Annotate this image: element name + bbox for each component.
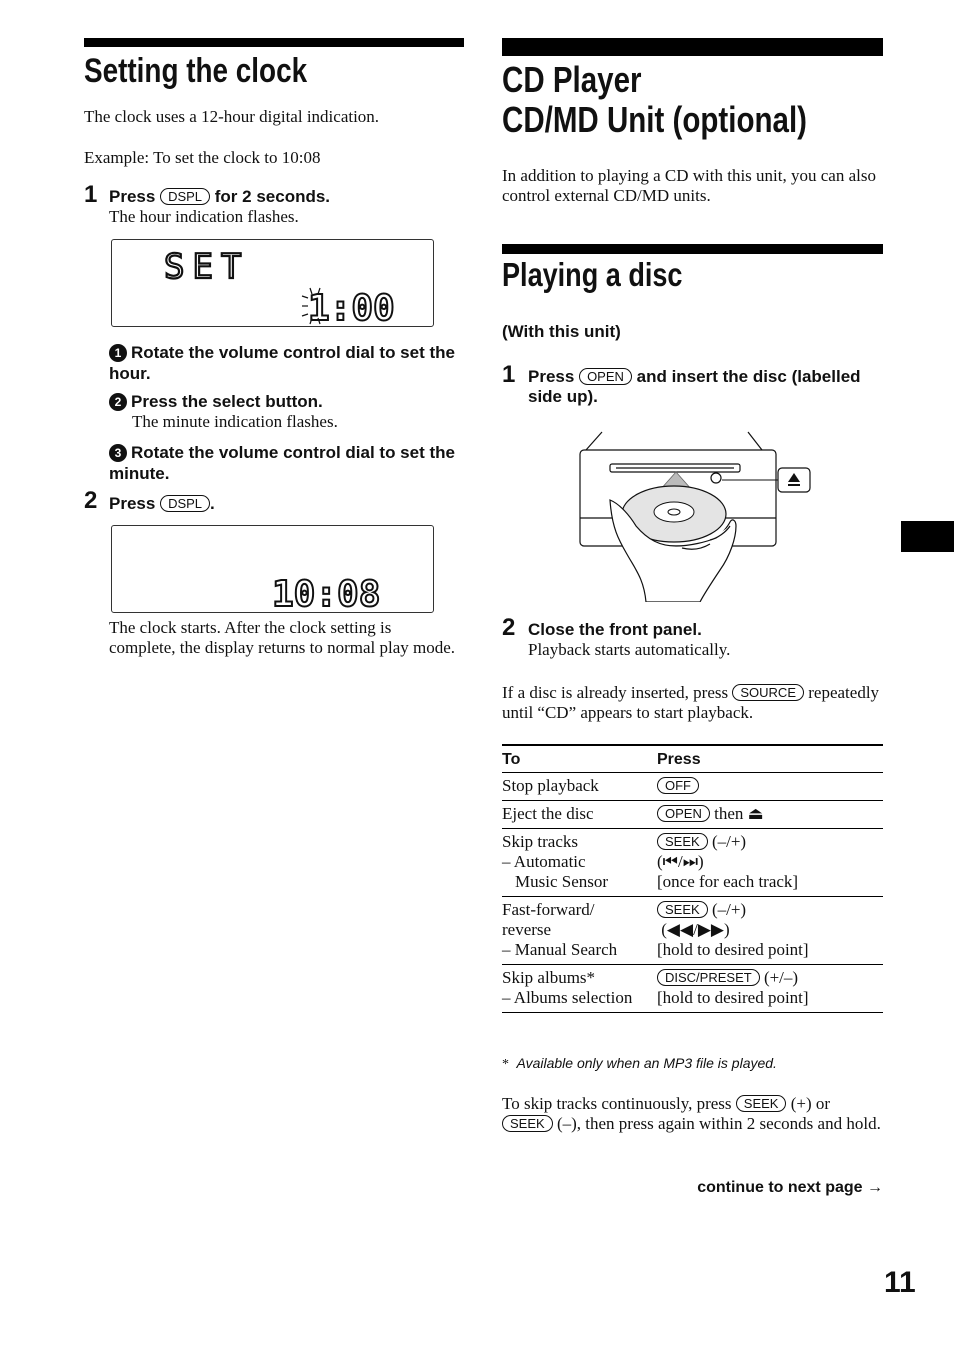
substep-2 [109,391,464,432]
cd-title-line2: CD/MD Unit (optional) [502,99,807,140]
row-to-line: – Automatic [502,852,586,871]
step-number: 2 [84,487,98,514]
footnote-mark: * [502,1057,509,1072]
lcd-display-time [111,525,434,613]
operations-table [502,744,883,1013]
rewind-icon: ◀◀ [666,920,694,939]
table-row [502,773,883,801]
row-to: Stop playback [502,773,657,801]
substep-text: Rotate the volume control dial to set the hour. [109,343,455,383]
continuous-part: (+) or [790,1094,831,1113]
lcd-display-set [111,239,434,327]
table-row [502,897,883,965]
sign-label: (–/+) [711,900,747,919]
table-header [502,745,883,773]
seek-key: SEEK [736,1095,787,1112]
press-note: [once for each track] [657,872,799,891]
off-key: OFF [657,777,699,794]
sign-label: (+/–) [763,968,799,987]
substep-text: Press the select button. [131,392,323,411]
clock-example: Example: To set the clock to 10:08 [84,148,321,167]
step-desc: The clock starts. After the clock setting is complete, the display returns to normal play mode. [109,618,456,657]
step-suffix: for 2 seconds. [214,187,331,206]
open-key: OPEN [657,805,710,822]
lcd-time-text: 10:08 [272,574,381,612]
row-press [657,801,883,829]
row-to-line: – Albums selection [502,988,633,1007]
continue-next-page: continue to next page → [697,1179,883,1196]
row-press: SEEK (–/+) (◀◀/▶▶) [hold to desired point] [657,897,883,965]
fast-forward-icon: ▶▶ [697,920,724,939]
lcd-digits [112,526,433,612]
sign-label: (–/+) [711,832,747,851]
header-to: To [502,745,657,773]
header-press: Press [657,745,883,773]
press-label: Press [528,367,575,386]
page-number: 11 [884,1266,916,1299]
row-press [657,773,883,801]
section-title: Setting the clock [84,52,308,90]
playing-title: Playing a disc [502,256,683,293]
press-note: [hold to desired point] [657,940,809,959]
continuous-skip-text [502,1094,883,1134]
table-row [502,829,883,897]
clock-intro: The clock uses a 12-hour digital indication. [84,107,380,126]
seek-key: SEEK [657,901,708,918]
step-suffix: . [210,494,215,513]
step-2 [528,620,730,660]
circled-number: 2 [109,393,127,411]
lcd-digits [112,240,433,326]
subheading: (With this unit) [502,322,621,341]
table-row [502,801,883,829]
row-to-line: – Manual Search [502,940,618,959]
row-to-line: Fast-forward/ [502,900,595,919]
step-1 [109,187,464,227]
row-to-line: Skip albums* [502,968,596,987]
seek-key: SEEK [502,1115,553,1132]
step-2 [109,494,215,514]
row-press: SEEK (–/+) (⏮/⏭) [once for each track] [657,829,883,897]
row-to [502,965,657,1013]
step-desc: Playback starts automatically. [528,640,731,659]
seek-key: SEEK [657,833,708,850]
dspl-key: DSPL [160,495,210,512]
section-rule [502,244,883,254]
section-tab-marker [901,521,954,552]
disc-insert-illustration [570,430,816,602]
substep-3 [109,442,464,484]
continuous-part: (–), then press again within 2 seconds and hold. [556,1114,881,1133]
cd-intro: In addition to playing a CD with this unit, you can also control external CD/MD units. [502,166,876,205]
press-label: Press [109,187,156,206]
dspl-key: DSPL [160,188,210,205]
step-number: 1 [84,181,98,208]
table-row [502,965,883,1013]
row-press [657,965,883,1013]
step-number: 2 [502,614,516,641]
step-desc: The hour indication flashes. [109,207,299,226]
step-1 [528,367,868,407]
substep-1 [109,342,464,384]
open-key: OPEN [579,368,632,385]
eject-icon [788,473,800,486]
step-number: 1 [502,361,516,388]
eject-icon: ⏏ [747,804,764,823]
footnote-text: Available only when an MP3 file is played. [516,1055,777,1071]
next-track-icon: ⏭ [682,852,699,871]
lcd-set-text: SET [164,247,250,287]
section-rule [84,38,464,47]
row-to [502,897,657,965]
substep-text: Rotate the volume control dial to set the minute. [109,443,455,483]
row-to-line: Music Sensor [515,872,609,891]
press-note: [hold to desired point] [657,988,809,1007]
row-to [502,829,657,897]
prev-track-icon: ⏮ [662,852,678,871]
cd-player-section [502,38,883,1196]
already-inserted-text [502,683,883,723]
then-label: then [714,804,744,823]
disc-preset-key: DISC/PRESET [657,969,760,986]
footnote [502,1055,777,1073]
row-to: Eject the disc [502,801,657,829]
section-rule [502,38,883,56]
cd-title-line1: CD Player [502,59,642,100]
substep-desc: The minute indication flashes. [132,412,338,431]
inserted-prefix: If a disc is already inserted, press [502,683,729,702]
circled-number: 1 [109,344,127,362]
step-suffix: and insert the disc (labelled side up). [528,367,861,406]
row-to-line: reverse [502,920,552,939]
lcd-time-text: 1:00 [308,288,395,326]
step-title: Close the front panel. [528,620,702,639]
continuous-part: To skip tracks continuously, press [502,1094,732,1113]
inserted-suffix: repeatedly until “CD” appears to start playback. [502,683,880,722]
source-key: SOURCE [732,684,804,701]
setting-clock-section [84,38,464,657]
circled-number: 3 [109,444,127,462]
row-to-line: Skip tracks [502,832,579,851]
press-label: Press [109,494,156,513]
